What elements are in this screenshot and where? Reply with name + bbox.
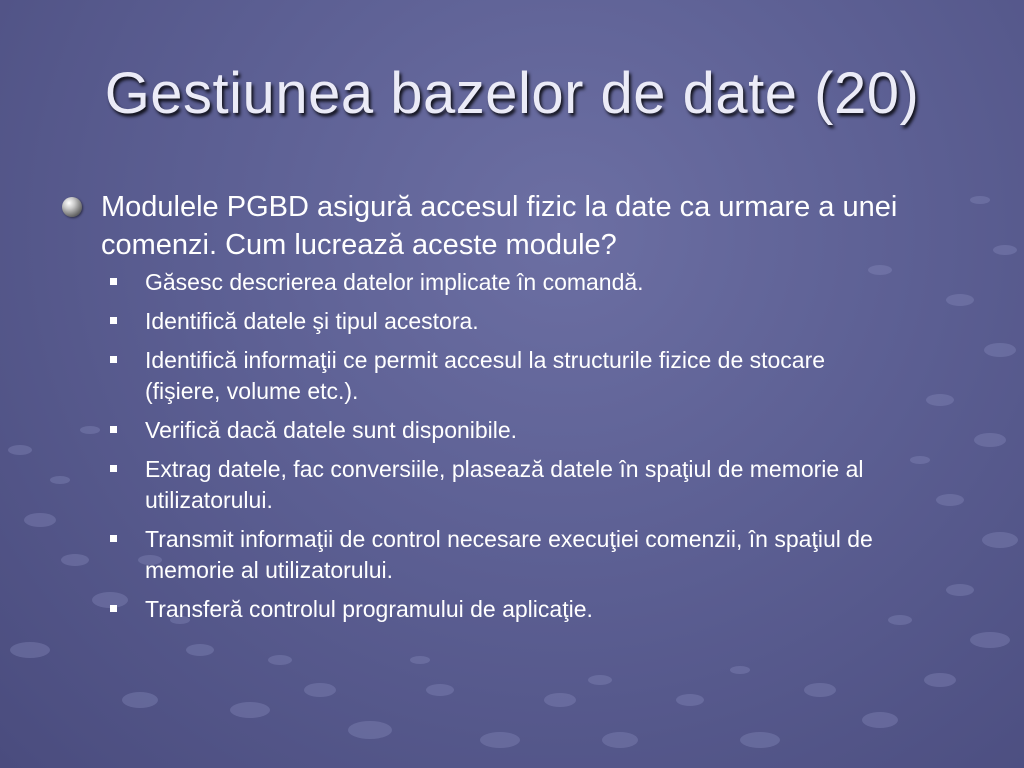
sub-bullet-item <box>110 345 962 407</box>
slide-title: Gestiunea bazelor de date (20) <box>104 61 920 126</box>
sub-bullet-item <box>110 594 962 625</box>
sub-bullet-text: Extrag datele, fac conversiile, plasează datele în spaţiul de memorie al utilizatorului. <box>145 456 864 513</box>
square-bullet-icon <box>110 605 117 612</box>
sub-bullet-item <box>110 524 962 586</box>
square-bullet-icon <box>110 426 117 433</box>
main-bullet-item <box>62 188 962 264</box>
sub-bullet-list <box>62 267 962 625</box>
sub-bullet-item <box>110 454 962 516</box>
sub-bullet-item <box>110 306 962 337</box>
square-bullet-icon <box>110 356 117 363</box>
sphere-bullet-icon <box>62 197 82 217</box>
sub-bullet-text: Identifică informaţii ce permit accesul la structurile fizice de stocare (fişiere, volume etc.). <box>145 347 826 404</box>
sub-bullet-text: Transferă controlul programului de aplicaţie. <box>145 596 593 622</box>
square-bullet-icon <box>110 278 117 285</box>
sub-bullet-item <box>110 267 962 298</box>
sub-bullet-text: Identifică datele şi tipul acestora. <box>145 308 479 334</box>
square-bullet-icon <box>110 535 117 542</box>
square-bullet-icon <box>110 317 117 324</box>
slide-content <box>62 188 962 633</box>
sub-bullet-item <box>110 415 962 446</box>
sub-bullet-text: Transmit informaţii de control necesare execuţiei comenzii, în spaţiul de memorie al utilizatorului. <box>145 526 873 583</box>
sub-bullet-text: Găsesc descrierea datelor implicate în comandă. <box>145 269 644 295</box>
main-bullet-text: Modulele PGBD asigură accesul fizic la date ca urmare a unei comenzi. Cum lucrează aceste module? <box>101 191 898 261</box>
square-bullet-icon <box>110 465 117 472</box>
sub-bullet-text: Verifică dacă datele sunt disponibile. <box>145 417 518 443</box>
